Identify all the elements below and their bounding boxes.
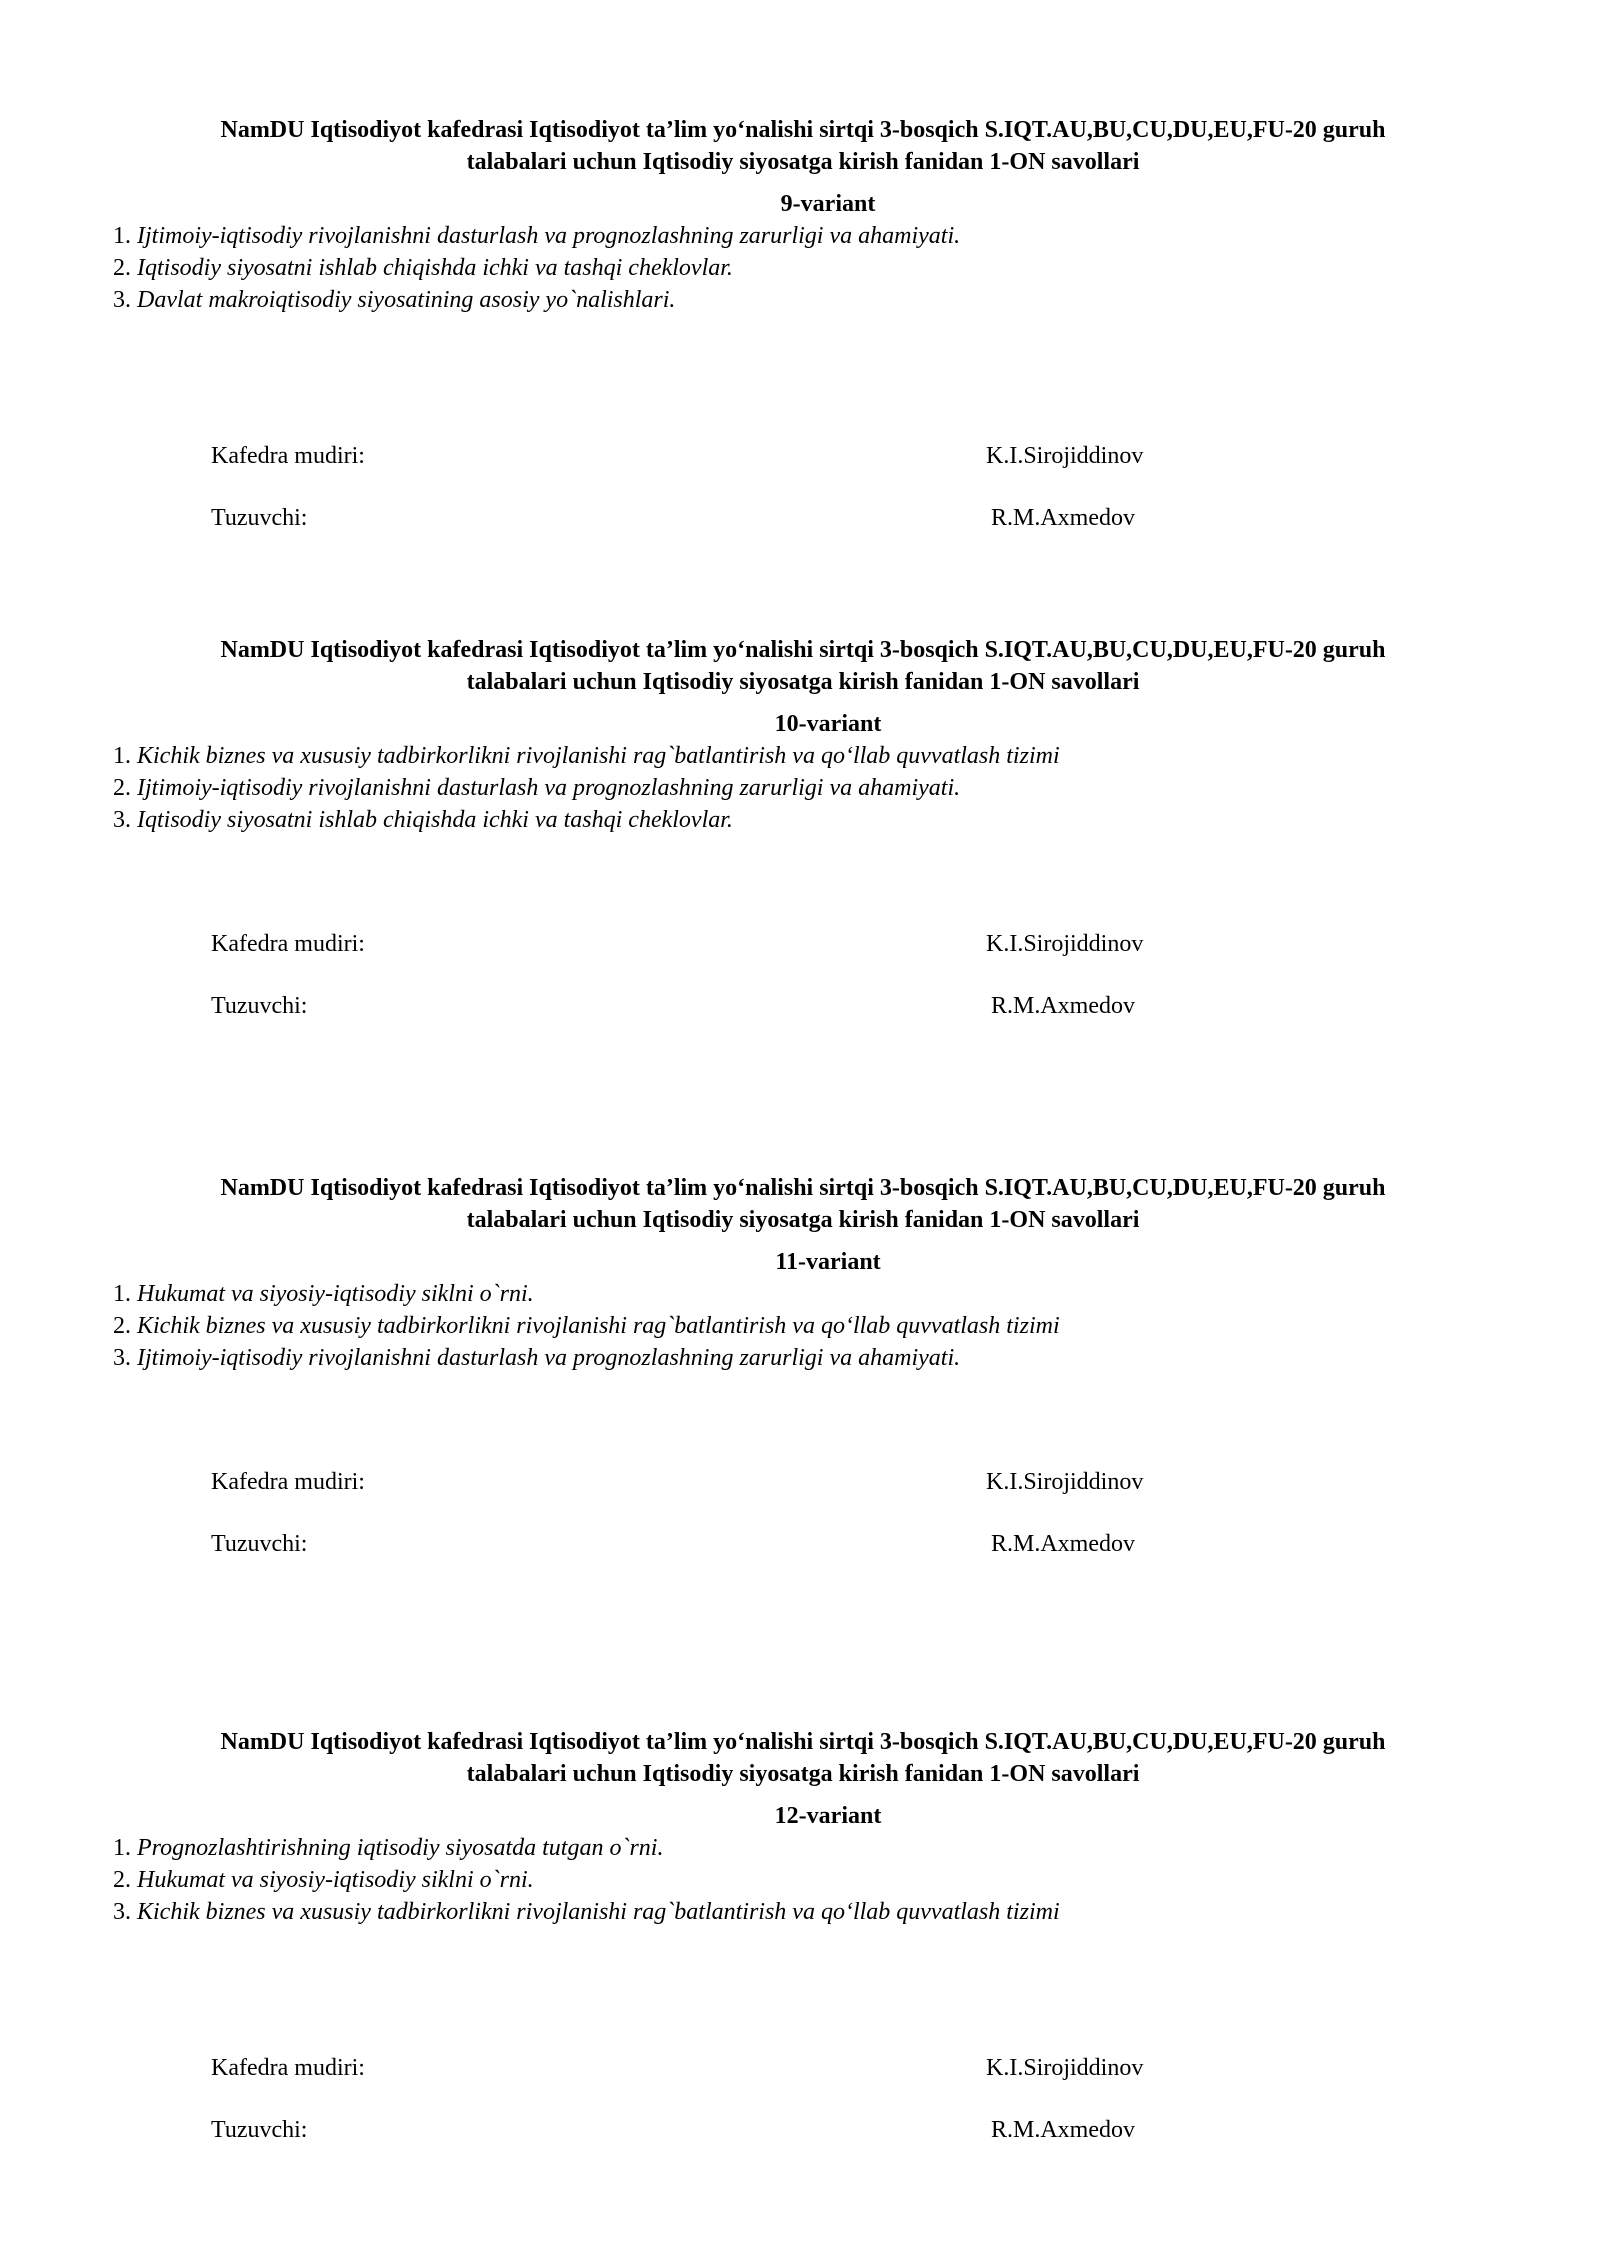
question-text: Kichik biznes va xususiy tadbirkorlikni rivojlanishi rag`batlantirish va qo‘llab quvvatlash tizimi bbox=[137, 1899, 1060, 1925]
author-label: Tuzuvchi: bbox=[211, 993, 308, 1019]
question-item bbox=[113, 804, 1600, 836]
question-item bbox=[113, 1342, 1600, 1374]
question-item bbox=[113, 1864, 1600, 1896]
variant-title: 10-variant bbox=[774, 711, 882, 737]
header-line-2: talabalari uchun Iqtisodiy siyosatga kirish fanidan 1-ON savollari bbox=[466, 669, 1140, 695]
question-item bbox=[113, 220, 1600, 252]
variant-block-10 bbox=[0, 634, 1600, 836]
question-number: 3. bbox=[113, 287, 131, 313]
head-name: K.I.Sirojiddinov bbox=[986, 443, 1144, 469]
question-list bbox=[113, 1278, 1600, 1374]
head-name: K.I.Sirojiddinov bbox=[986, 931, 1144, 957]
question-number: 3. bbox=[113, 1899, 131, 1925]
head-label: Kafedra mudiri: bbox=[211, 443, 365, 469]
question-number: 2. bbox=[113, 255, 131, 281]
question-number: 3. bbox=[113, 1345, 131, 1371]
variant-title: 11-variant bbox=[775, 1249, 881, 1275]
header-line-2: talabalari uchun Iqtisodiy siyosatga kirish fanidan 1-ON savollari bbox=[466, 149, 1140, 175]
author-label: Tuzuvchi: bbox=[211, 2117, 308, 2143]
question-text: Prognozlashtirishning iqtisodiy siyosatda tutgan o`rni. bbox=[137, 1835, 664, 1861]
author-name: R.M.Axmedov bbox=[991, 2117, 1135, 2143]
author-name: R.M.Axmedov bbox=[991, 1531, 1135, 1557]
question-list bbox=[113, 740, 1600, 836]
head-name: K.I.Sirojiddinov bbox=[986, 2055, 1144, 2081]
head-label: Kafedra mudiri: bbox=[211, 931, 365, 957]
author-name: R.M.Axmedov bbox=[991, 505, 1135, 531]
question-number: 3. bbox=[113, 807, 131, 833]
question-text: Iqtisodiy siyosatni ishlab chiqishda ichki va tashqi cheklovlar. bbox=[137, 807, 733, 833]
question-text: Kichik biznes va xususiy tadbirkorlikni rivojlanishi rag`batlantirish va qo‘llab quvvatlash tizimi bbox=[137, 1313, 1060, 1339]
question-text: Hukumat va siyosiy-iqtisodiy siklni o`rni. bbox=[137, 1867, 534, 1893]
question-list bbox=[113, 220, 1600, 316]
question-item bbox=[113, 1896, 1600, 1928]
header-line-1: NamDU Iqtisodiyot kafedrasi Iqtisodiyot ta’lim yo‘nalishi sirtqi 3-bosqich S.IQT.AU,BU,CU,DU,EU,FU-20 guruh bbox=[220, 117, 1386, 143]
question-item bbox=[113, 740, 1600, 772]
question-item bbox=[113, 1310, 1600, 1342]
question-item bbox=[113, 284, 1600, 316]
question-text: Ijtimoiy-iqtisodiy rivojlanishni dasturlash va prognozlashning zarurligi va ahamiyati. bbox=[137, 223, 961, 249]
question-item bbox=[113, 252, 1600, 284]
question-number: 1. bbox=[113, 223, 131, 249]
head-name: K.I.Sirojiddinov bbox=[986, 1469, 1144, 1495]
question-item bbox=[113, 772, 1600, 804]
question-number: 1. bbox=[113, 1835, 131, 1861]
head-label: Kafedra mudiri: bbox=[211, 2055, 365, 2081]
question-text: Ijtimoiy-iqtisodiy rivojlanishni dasturlash va prognozlashning zarurligi va ahamiyati. bbox=[137, 1345, 961, 1371]
author-label: Tuzuvchi: bbox=[211, 1531, 308, 1557]
variant-block-11 bbox=[0, 1172, 1600, 1374]
question-number: 2. bbox=[113, 775, 131, 801]
question-item bbox=[113, 1278, 1600, 1310]
question-number: 1. bbox=[113, 1281, 131, 1307]
author-name: R.M.Axmedov bbox=[991, 993, 1135, 1019]
head-label: Kafedra mudiri: bbox=[211, 1469, 365, 1495]
question-text: Iqtisodiy siyosatni ishlab chiqishda ichki va tashqi cheklovlar. bbox=[137, 255, 733, 281]
question-number: 2. bbox=[113, 1867, 131, 1893]
header-line-1: NamDU Iqtisodiyot kafedrasi Iqtisodiyot ta’lim yo‘nalishi sirtqi 3-bosqich S.IQT.AU,BU,CU,DU,EU,FU-20 guruh bbox=[220, 1175, 1386, 1201]
header-line-1: NamDU Iqtisodiyot kafedrasi Iqtisodiyot ta’lim yo‘nalishi sirtqi 3-bosqich S.IQT.AU,BU,CU,DU,EU,FU-20 guruh bbox=[220, 637, 1386, 663]
question-text: Ijtimoiy-iqtisodiy rivojlanishni dasturlash va prognozlashning zarurligi va ahamiyati. bbox=[137, 775, 961, 801]
question-text: Hukumat va siyosiy-iqtisodiy siklni o`rni. bbox=[137, 1281, 534, 1307]
variant-title: 12-variant bbox=[774, 1803, 882, 1829]
variant-block-9 bbox=[0, 114, 1600, 316]
question-number: 1. bbox=[113, 743, 131, 769]
variant-block-12 bbox=[0, 1726, 1600, 1928]
question-list bbox=[113, 1832, 1600, 1928]
header-line-2: talabalari uchun Iqtisodiy siyosatga kirish fanidan 1-ON savollari bbox=[466, 1207, 1140, 1233]
author-label: Tuzuvchi: bbox=[211, 505, 308, 531]
header-line-2: talabalari uchun Iqtisodiy siyosatga kirish fanidan 1-ON savollari bbox=[466, 1761, 1140, 1787]
question-item bbox=[113, 1832, 1600, 1864]
question-number: 2. bbox=[113, 1313, 131, 1339]
question-text: Davlat makroiqtisodiy siyosatining asosiy yo`nalishlari. bbox=[137, 287, 676, 313]
header-line-1: NamDU Iqtisodiyot kafedrasi Iqtisodiyot ta’lim yo‘nalishi sirtqi 3-bosqich S.IQT.AU,BU,CU,DU,EU,FU-20 guruh bbox=[220, 1729, 1386, 1755]
variant-title: 9-variant bbox=[780, 191, 876, 217]
question-text: Kichik biznes va xususiy tadbirkorlikni rivojlanishi rag`batlantirish va qo‘llab quvvatlash tizimi bbox=[137, 743, 1060, 769]
